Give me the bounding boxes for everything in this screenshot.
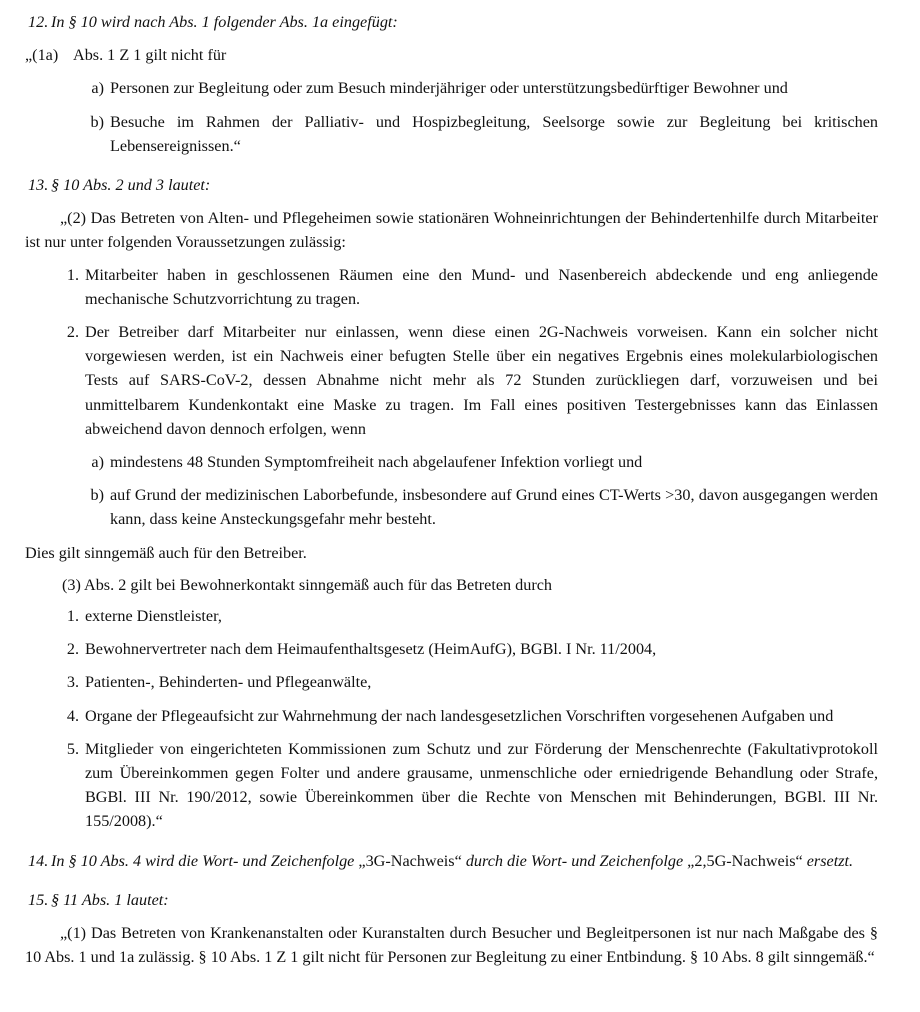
list-item — [25, 263, 878, 311]
list-marker: 3. — [66, 673, 79, 692]
amendment-heading-14 — [25, 849, 878, 873]
amendment-heading-15 — [25, 888, 878, 912]
list-item-text: auf Grund der medizinischen Laborbefunde, insbesondere auf Grund eines CT-Werts >30, davon ausgegangen werden kann, dass keine Ansteckungsgefahr mehr besteht. — [110, 486, 878, 529]
amendment-text-14-part1: In § 10 Abs. 4 wird die Wort- und Zeichenfolge — [51, 851, 359, 870]
list-item — [25, 604, 878, 628]
list-marker: 2. — [66, 323, 79, 342]
list-item — [25, 670, 878, 694]
list-marker: 5. — [66, 739, 79, 758]
statute-paragraph-1: „(1) Das Betreten von Krankenanstalten oder Kuranstalten durch Besucher und Begleitpersonen ist nur nach Maßgabe des § 10 Abs. 1 und 1a zulässig. § 10 Abs. 1 Z 1 gilt nicht für Personen zur Begleitung zu einer Entbindung. § 10 Abs. 8 gilt sinngemäß.“ — [25, 924, 878, 967]
statute-paragraph-3: (3) Abs. 2 gilt bei Bewohnerkontakt sinngemäß auch für das Betreten durch — [62, 575, 552, 594]
list-item-text: Der Betreiber darf Mitarbeiter nur einlassen, wenn diese einen 2G-Nachweis vorweisen. Kann ein solcher nicht vorgewiesen werden, ist ein Nachweis einer befugten Stelle über ein negatives Ergebnis eines molekularbiologischen Tests auf SARS-CoV-2, dessen Abnahme nicht mehr als 72 Stunden zurückliegen darf, vorzuweisen und bei unmittelbarem Kundenkontakt eine Maske zu tragen. Im Fall eines positiven Testergebnisses kann das Einlassen abweichend davon dennoch erfolgen, wenn — [85, 323, 878, 438]
list-item — [25, 110, 878, 158]
list-item — [25, 737, 878, 834]
list-item — [25, 704, 878, 728]
amendment-heading-text-13: § 10 Abs. 2 und 3 lautet: — [51, 176, 211, 195]
amendment-heading-text-15: § 11 Abs. 1 lautet: — [51, 890, 169, 909]
quote-lead-12 — [25, 43, 878, 67]
quote-marker-12: „(1a) — [25, 46, 59, 65]
amendment-heading-text-12: In § 10 wird nach Abs. 1 folgender Abs. 1a eingefügt: — [51, 13, 398, 31]
statute-closing-line: Dies gilt sinngemäß auch für den Betreiber. — [25, 543, 307, 562]
list-marker: 1. — [66, 607, 79, 626]
amendment-heading-12 — [25, 10, 878, 34]
list-item — [25, 76, 878, 100]
statute-paragraph-2: „(2) Das Betreten von Alten- und Pflegeheimen sowie stationären Wohneinrichtungen der Behindertenhilfe durch Mitarbeiter ist nur unter folgenden Voraussetzungen zulässig: — [25, 209, 878, 252]
amendment-number-12: 12. — [28, 13, 49, 31]
quoted-term-new: „2,5G-Nachweis“ — [687, 851, 803, 870]
amendment-number-14: 14. — [28, 851, 49, 870]
list-item — [25, 320, 878, 441]
amendment-text-14-part3: ersetzt. — [802, 851, 854, 870]
list-item-text: Organe der Pflegeaufsicht zur Wahrnehmung der nach landesgesetzlichen Vorschriften vorgesehenen Aufgaben und — [85, 706, 834, 725]
list-marker: a) — [91, 453, 104, 472]
list-marker: 4. — [66, 706, 79, 725]
list-marker: 2. — [66, 640, 79, 659]
list-item-text: Patienten-, Behinderten- und Pflegeanwälte, — [85, 673, 372, 692]
amendment-text-14-part2: durch die Wort- und Zeichenfolge — [461, 851, 688, 870]
list-marker: a) — [91, 79, 104, 98]
statute-list-2 — [25, 263, 878, 441]
list-item-text: Personen zur Begleitung oder zum Besuch minderjähriger oder unterstützungsbedürftiger Bewohner und — [110, 79, 788, 98]
list-item — [25, 483, 878, 531]
amendment-heading-13 — [25, 173, 878, 197]
amendment-number-13: 13. — [28, 176, 49, 195]
quote-lead-text-12: Abs. 1 Z 1 gilt nicht für — [73, 46, 227, 65]
list-marker: b) — [90, 486, 104, 505]
sublist-alpha-12 — [25, 76, 878, 158]
list-item — [25, 637, 878, 661]
list-item-text: Bewohnervertreter nach dem Heimaufenthaltsgesetz (HeimAufG), BGBl. I Nr. 11/2004, — [85, 640, 657, 659]
list-marker: b) — [90, 112, 104, 131]
list-marker: 1. — [66, 265, 79, 284]
amendment-number-15: 15. — [28, 890, 49, 909]
quoted-term-old: „3G-Nachweis“ — [358, 851, 462, 870]
list-item — [25, 450, 878, 474]
list-item-text: Mitglieder von eingerichteten Kommissionen zum Schutz und zur Förderung der Menschenrechte (Fakultativprotokoll zum Übereinkommen gegen Folter und andere grausame, unmenschliche oder erniedrigende Behandlung oder Strafe, BGBl. III Nr. 190/2012, sowie Übereinkommen über die Rechte von Menschen mit Behinderungen, BGBl. III Nr. 155/2008).“ — [85, 739, 878, 831]
statute-list-2-sub — [25, 450, 878, 532]
list-item-text: externe Dienstleister, — [85, 607, 222, 626]
list-item-text: Besuche im Rahmen der Palliativ- und Hospizbegleitung, Seelsorge sowie zur Begleitung bei kritischen Lebensereignissen.“ — [110, 112, 878, 155]
list-item-text: mindestens 48 Stunden Symptomfreiheit nach abgelaufener Infektion vorliegt und — [110, 453, 643, 472]
list-item-text: Mitarbeiter haben in geschlossenen Räumen eine den Mund- und Nasenbereich abdeckende und eng anliegende mechanische Schutzvorrichtung zu tragen. — [85, 265, 878, 308]
statute-list-3 — [25, 604, 878, 834]
